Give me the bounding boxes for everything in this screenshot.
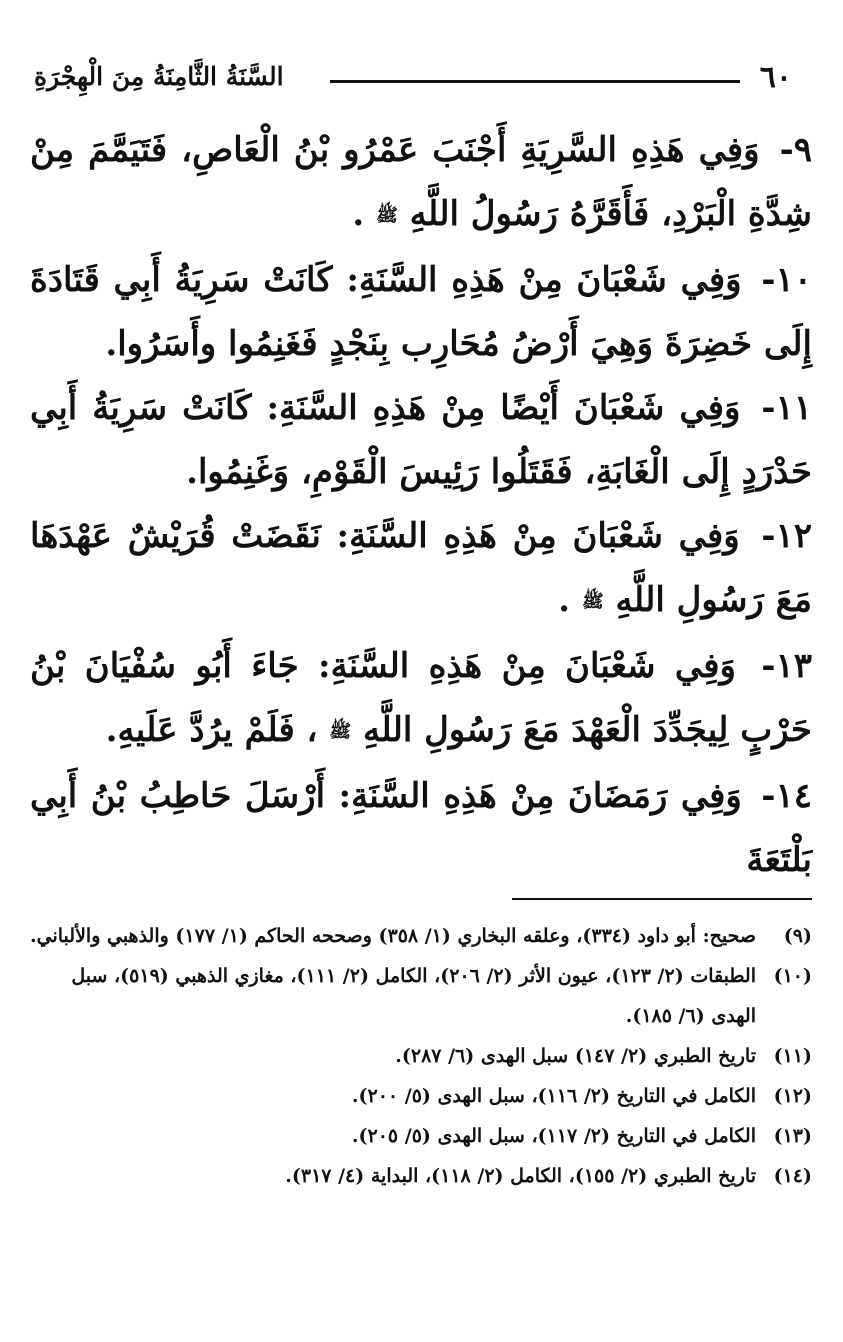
footnote-13 (30, 1116, 812, 1156)
running-title: السَّنَةُ الثَّامِنَةُ مِنَ الْهِجْرَةِ (34, 62, 284, 91)
footnote-number: (١٣) (773, 1125, 812, 1147)
footnote-text: الطبقات (٢/ ١٢٣)، عيون الأثر (٢/ ٢٠٦)، الكامل (٢/ ١١١)، مغازي الذهبي (٥١٩)، سبل الهدى (٦/ ١٨٥). (71, 965, 756, 1027)
item-9 (30, 118, 812, 248)
item-text: وَفِي شَعْبَانَ مِنْ هَذِهِ السَّنَةِ: جَاءَ أَبُو سُفْيَانَ بْنُ حَرْبٍ لِيجَدِّدَ الْعَهْدَ مَعَ رَسُولِ اللَّهِ (30, 646, 812, 750)
footnote-number: (١٤) (773, 1165, 812, 1187)
item-10 (30, 248, 812, 376)
item-number: ١١- (761, 388, 812, 428)
footnote-12 (30, 1076, 812, 1116)
footnote-text: الكامل في التاريخ (٢/ ١١٧)، سبل الهدى (٥/ ٢٠٥). (351, 1125, 756, 1147)
item-13 (30, 634, 812, 764)
item-number: ٩- (779, 130, 812, 170)
footnote-separator (512, 898, 812, 900)
item-12 (30, 504, 812, 634)
main-text (30, 118, 812, 892)
footnotes (30, 916, 812, 1196)
item-text: وَفِي شَعْبَانَ مِنْ هَذِهِ السَّنَةِ: نَقَضَتْ قُرَيْشٌ عَهْدَهَا مَعَ رَسُولِ اللَّهِ (30, 516, 812, 620)
item-number: ١٤- (761, 776, 813, 816)
item-tail: . (352, 194, 365, 234)
footnote-14 (30, 1156, 812, 1196)
footnote-number: (١٢) (773, 1085, 812, 1107)
header-rule (330, 80, 740, 83)
item-11 (30, 376, 812, 504)
footnote-number: (١٠) (773, 965, 812, 987)
footnote-9 (30, 916, 812, 956)
item-number: ١٠- (761, 260, 812, 300)
item-tail: . (558, 580, 571, 620)
item-number: ١٣- (761, 646, 812, 686)
item-text: وَفِي شَعْبَانَ مِنْ هَذِهِ السَّنَةِ: كَانَتْ سَرِيَةُ أَبِي قَتَادَةَ إِلَى خَضِرَةَ وَهِيَ أَرْضُ مُحَارِب بِنَجْدٍ فَغَنِمُوا وأَسَرُوا. (30, 260, 812, 364)
page-header (30, 42, 812, 112)
footnote-number: (٩) (783, 925, 812, 947)
item-text: وَفِي شَعْبَانَ أَيْضًا مِنْ هَذِهِ السَّنَةِ: كَانَتْ سَرِيَةُ أَبِي حَدْرَدٍ إِلَى الْغَابَةِ، فَقَتَلُوا رَئِيسَ الْقَوْمِ، وَغَنِمُوا. (30, 388, 812, 492)
item-text: وَفِي هَذِهِ السَّرِيَةِ أَجْنَبَ عَمْرُو بْنُ الْعَاصِ، فَتَيَمَّمَ مِنْ شِدَّةِ الْبَرْدِ، فَأَقَرَّهُ رَسُولُ اللَّهِ (30, 130, 812, 234)
salutation-glyph: ﷺ (329, 721, 352, 742)
book-page (30, 42, 812, 1312)
footnote-text: تاريخ الطبري (٢/ ١٥٥)، الكامل (٢/ ١١٨)، البداية (٤/ ٣١٧). (285, 1165, 756, 1187)
salutation-glyph: ﷺ (581, 591, 604, 612)
item-14 (30, 764, 812, 892)
footnote-10 (30, 956, 812, 1036)
footnote-text: تاريخ الطبري (٢/ ١٤٧) سبل الهدى (٦/ ٢٨٧). (395, 1045, 756, 1067)
footnote-number: (١١) (773, 1045, 812, 1067)
footnote-11 (30, 1036, 812, 1076)
footnote-text: صحيح: أبو داود (٣٣٤)، وعلقه البخاري (١/ ٣٥٨) وصححه الحاكم (١/ ١٧٧) والذهبي والألباني. (30, 925, 756, 947)
item-text: وَفِي رَمَضَانَ مِنْ هَذِهِ السَّنَةِ: أَرْسَلَ حَاطِبُ بْنُ أَبِي بَلْتَعَةَ (30, 776, 812, 880)
item-number: ١٢- (761, 516, 813, 556)
salutation-glyph: ﷺ (376, 205, 398, 226)
footnote-text: الكامل في التاريخ (٢/ ١١٦)، سبل الهدى (٥/ ٢٠٠). (351, 1085, 756, 1107)
page-number: ٦٠ (759, 60, 792, 95)
item-tail: ، فَلَمْ يرُدَّ عَلَيهِ. (105, 710, 318, 750)
